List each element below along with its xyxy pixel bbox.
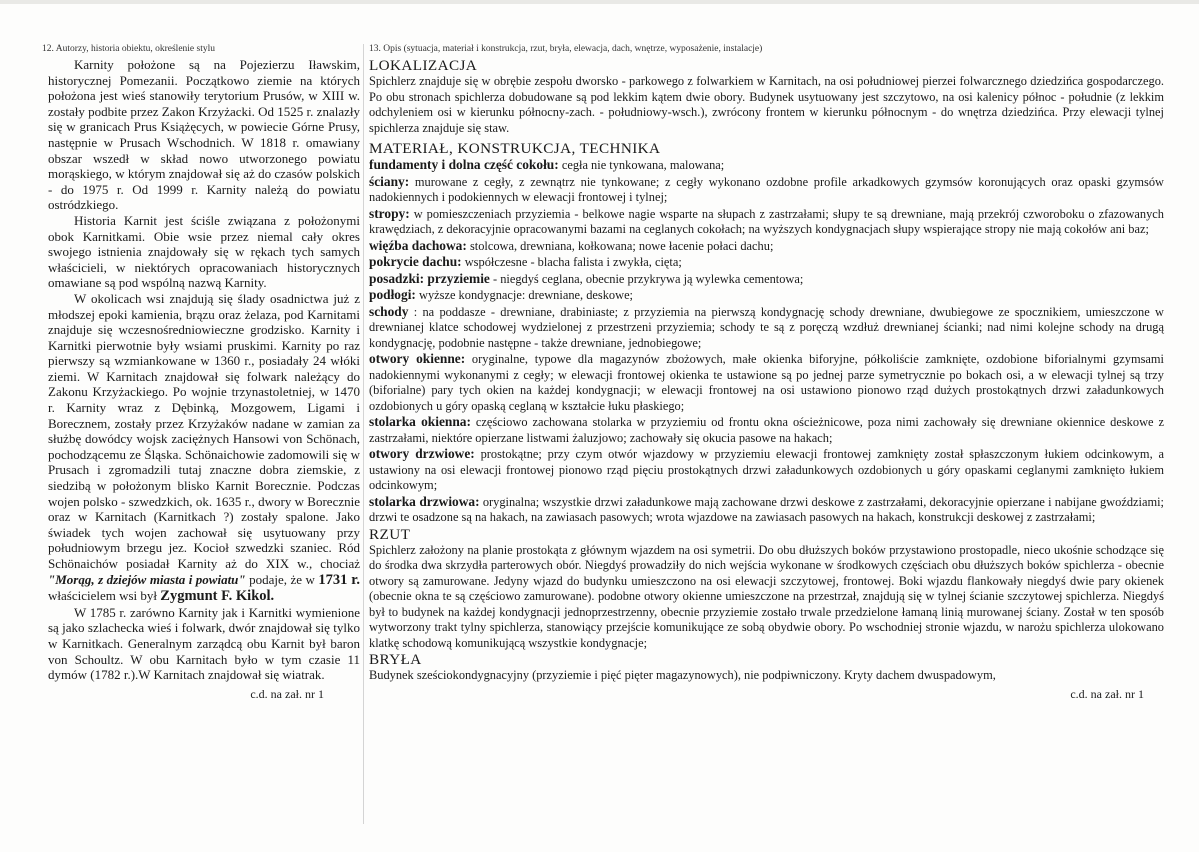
material-item-text: prostokątne; przy czym otwór wjazdowy w przyziemiu elewacji frontowej zamknięty został spłaszczonym łukiem odcinkowym, a ustawiony na osi elewacji frontowej pionowo rząd pięciu prostokątnych drzwi załadunkowych ozdobionych u góry opaskami ceglanymi zamknięto łukiem odcinkowym; bbox=[369, 447, 1164, 492]
material-item-text: - niegdyś ceglana, obecnie przykrywa ją wylewka cementowa; bbox=[492, 271, 804, 286]
material-heading: MATERIAŁ, KONSTRUKCJA, TECHNIKA bbox=[369, 140, 661, 157]
history-paragraph-3-mid: podaje, że w bbox=[249, 571, 315, 587]
rzut-heading: RZUT bbox=[369, 525, 411, 543]
material-item-text: oryginalne, typowe dla magazynów zbożowych, małe okienka biforyjne, półkoliście zamknięte, ozdobione biforialnymi gzymsami nadokiennymi wykonanymi z cegły; w elewacji frontowej okienka te ustawione są po jednej parze symetrycznie po bokach osi, a w elewacji tylnej są trzy (biforialne) pary tych okien na każdej kondygnacji; w elewacji frontowej na osi ustawiono pionowo rząd dużych prostokątnych drzwi załadunkowych ozdobionych u góry opaską ceglaną w kształcie łuku płaskiego; bbox=[369, 352, 1164, 413]
material-item-label: fundamenty i dolna część cokołu: bbox=[369, 157, 559, 172]
material-item-label: otwory okienne: bbox=[369, 351, 466, 366]
owner-name: Zygmunt F. Kikol. bbox=[160, 588, 275, 605]
bryla-text: Budynek sześciokondygnacyjny (przyziemie i pięć pięter magazynowych), nie podpiwniczony. Kryty dachem dwuspadowym, bbox=[369, 668, 996, 682]
material-item bbox=[369, 287, 1164, 304]
material-item bbox=[369, 271, 1164, 288]
description-column bbox=[369, 43, 1164, 843]
material-item-text: wyższe kondygnacje: drewniane, deskowe; bbox=[419, 288, 634, 302]
material-item-text: oryginalna; wszystkie drzwi załadunkowe mają zachowane drzwi deskowe z zastrzałami, dekoracyjnie opierzane i nabijane gwoździami; drzwi te osadzone są na hakach, na zawiasach pasowych; wrota wjazdowe na zawiasach pasowych na hakach, konstrukcji deskowej z zastrzałami; bbox=[369, 494, 1164, 524]
material-item bbox=[369, 174, 1164, 206]
material-item-label: pokrycie dachu: bbox=[369, 254, 462, 269]
history-paragraph-3-text: W okolicach wsi znajdują się ślady osadnictwa już z młodszej epoki kamienia, brązu oraz żelaza, pod Karnitami znajduje się wczesnośredniowieczne grodzisko. Karnity i Karnitki pierwotnie były wsiami pruskimi. Karnity po raz pierwszy są wzmiankowane w 1360 r., posiadały 24 włóki ziemi. W Karnitach znajdował się folwark należący do Zakonu Krzyżackiego. Po wojnie trzynastoletniej, w 1470 r. Karnity wraz z Dębinką, Mozgowem, Ligami i Borecznem, zostały przez Krzyżaków nadane w zamian za służbę dowódcy wojsk zaciężnych Hansowi von Schönach, pochodzącemu ze Śląska. Schönaichowie zadomowili się w Prusach i zgromadzili tutaj znaczne dobra ziemskie, z siedzibą w położonym blisko Karnit Borecznie. Podczas wojen polsko - szwedzkich, ok. 1635 r., dwory w Borecznie oraz w Karnitach (Karnitkach ?) zostały spalone. Jako świadek tych wojen zachował się usytuowany przy południowym brzegu jez. Kocioł szwedzki szaniec. Ród Schönaichów posiadał Karnity aż do XIX w., chociaż bbox=[48, 290, 360, 571]
material-item-label: ściany: bbox=[369, 173, 410, 189]
page-edge bbox=[0, 0, 1199, 4]
material-item-text: stolcowa, drewniana, kołkowana; nowe łacenie połaci dachu; bbox=[469, 238, 774, 253]
material-item-text: cegła nie tynkowana, malowana; bbox=[561, 158, 725, 172]
history-paragraph-3 bbox=[48, 291, 360, 605]
material-item bbox=[369, 446, 1164, 494]
history-paragraph-4: W 1785 r. zarówno Karnity jak i Karnitki wymienione są jako szlachecka wieś i folwark, dwór znajdował się tylko w Karnitkach. Generalnym zarządcą obu Karnit był baron von Schoultz. W obu Karnitach było w tym czasie 11 dymów (1782 r.).W Karnitach znajdował się wiatrak. bbox=[48, 604, 360, 683]
column-divider bbox=[363, 44, 364, 824]
book-title: "Morąg, z dziejów miasta i powiatu" bbox=[48, 571, 246, 587]
material-item bbox=[369, 238, 1164, 255]
material-item-label: więźba dachowa: bbox=[369, 237, 467, 253]
material-item-label: podłogi: bbox=[369, 287, 416, 302]
bryla-heading: BRYŁA bbox=[369, 651, 422, 668]
history-text bbox=[48, 57, 360, 683]
lokalizacja-text: Spichlerz znajduje się w obrębie zespołu dworsko - parkowego z folwarkiem w Karnitach, na osi południowej pierzei folwarcznego dziedzińca gospodarczego. Po obu stronach spichlerza dobudowane są pod lekkim kątem dwie obory. Budynek usytuowany jest szczytowo, na osi kalenicy północ - południe (z lekkim odchyleniem osi w kierunku północny-zach. - południowy-wsch.), zwrócony frontem w kierunku północnym - do wnętrza dziedzińca. Przy elewacji tylnej spichlerza znajduje się staw. bbox=[369, 74, 1164, 135]
continuation-note-right: c.d. na zał. nr 1 bbox=[1070, 686, 1144, 701]
material-item-label: stolarka drzwiowa: bbox=[369, 493, 480, 509]
material-item-label: posadzki: przyziemie bbox=[369, 270, 490, 286]
section-12-header: 12. Autorzy, historia obiektu, określenie stylu bbox=[42, 44, 215, 54]
material-item bbox=[369, 351, 1164, 414]
material-item-text: w pomieszczeniach przyziemia - belkowe nagie wsparte na słupach z zastrzałami; słupy te są drewniane, mają przekrój czworoboku o zfazowanych krawędziach, z dekoracyjnie opracowanymi bazami na ceglanych cokołach; na wyższych kondygnacjach słupy wspierające stropy nie mają cokołów ani baz; bbox=[369, 206, 1164, 236]
material-item-text: częściowo zachowana stolarka w przyziemiu od frontu okna ościeżnicowe, poza nimi zachowały się drewniane okiennice deskowe z zastrzałami, niektóre opierzane listwami żaluzjowo; zachowały się okucia pasowe na hakach; bbox=[369, 415, 1164, 445]
lokalizacja-heading: LOKALIZACJA bbox=[369, 57, 478, 74]
material-item bbox=[369, 304, 1164, 352]
material-list bbox=[369, 157, 1164, 526]
material-item-label: stolarka okienna: bbox=[369, 414, 471, 429]
material-item-text: : na poddasze - drewniane, drabiniaste; z przyziemia na pierwszą kondygnację schody drewniane, dwubiegowe ze spocznikiem, umieszczone w drewnianej klatce schodowej wydzielonej z przestrzeni przyziemia; schody te są z poręczą wzdłuż drewnianej ścianki; nad nimi kolejne schody na drugą kondygnację, podobnie następne - także drewniane, jednobiegowe; bbox=[369, 304, 1164, 350]
year-highlight: 1731 r. bbox=[318, 571, 360, 588]
material-item-text: murowane z cegły, z zewnątrz nie tynkowane; z cegły wykonano ozdobne profile arkadkowych gzymsów koronujących oraz opaski gzymsów nadokiennych i podokiennych w elewacji frontowej i tylnej; bbox=[369, 174, 1164, 204]
section-13-header: 13. Opis (sytuacja, materiał i konstrukcja, rzut, bryła, elewacja, dach, wnętrze, wyposażenie, instalacje) bbox=[369, 44, 763, 54]
history-column bbox=[40, 43, 360, 823]
material-item bbox=[369, 206, 1164, 238]
history-paragraph-2: Historia Karnit jest ściśle związana z położonymi obok Karnitkami. Obie wsie przez niemal cały okres swojego istnienia znajdowały się w rękach tych samych właścicieli, w niektórych opracowaniach historycznych omawiane są pod wspólną nazwą Karnity. bbox=[48, 212, 360, 291]
material-item bbox=[369, 157, 1164, 174]
rzut-text: Spichlerz założony na planie prostokąta z głównym wjazdem na osi symetrii. Do obu dłuższych boków przystawiono prostopadle, nieco ukośnie schodzące się do środka dwa skrzydła parterowych obór. Niegdyś prowadziły do nich wejścia wykonane w środkowych częściach obu dłuższych boków spichlerza - obecnie otwory są zamurowane. Jedyny wjazd do budynku umieszczono na osi elewacji szczytowej, frontowej. Boki wjazdu flankowały niegdyś dwie pary okienek (obecnie okna te są częściowo zamurowane). podobne otwory okienne umieszczone na przestrzał, znajdują się w tylnej ścianie szczytowej spichlerza. Niegdyś był to budynek na każdej kondygnacji jednoprzestrzenny, obecnie przyziemie zostało trwale przedzielone łamaną linią murowanej ściany. Został w ten sposób wytworzony trakt tylny spichlerza, stanowiący przejście komunikujące ze sobą obydwie obory. Po wschodniej stronie wjazdu, w narożu spichlerza ulokowano klatkę schodową komunikującą wszystkie kondygnacje; bbox=[369, 542, 1164, 650]
material-item-label: otwory drzwiowe: bbox=[369, 446, 475, 461]
material-item-label: schody bbox=[369, 303, 409, 319]
material-item-label: stropy: bbox=[369, 205, 410, 221]
history-paragraph-1: Karnity położone są na Pojezierzu Iławskim, historycznej Pomezanii. Początkowo ziemie na których położona jest wieś stanowiły terytorium Prusów, w XIII w. zostały podbite przez Zakon Krzyżacki. Od 1525 r. znalazły się w granicach Prus Książęcych, w powiecie Górne Prusy, następnie w Prusach Wschodnich. W 1818 r. omawiany obszar wszedł w skład nowo utworzonego powiatu morąskiego, w którym znajdował się aż do czasów polskich - do 1975 r. Od 1999 r. Karnity należą do powiatu ostródzkiego. bbox=[48, 57, 360, 213]
material-item bbox=[369, 254, 1164, 271]
continuation-note-left: c.d. na zał. nr 1 bbox=[250, 686, 324, 701]
history-paragraph-3-mid2: właścicielem wsi był bbox=[48, 588, 158, 604]
material-item bbox=[369, 414, 1164, 446]
material-item-text: współczesne - blacha falista i zwykła, cięta; bbox=[464, 255, 682, 269]
material-item bbox=[369, 494, 1164, 526]
description-text bbox=[369, 57, 1164, 701]
